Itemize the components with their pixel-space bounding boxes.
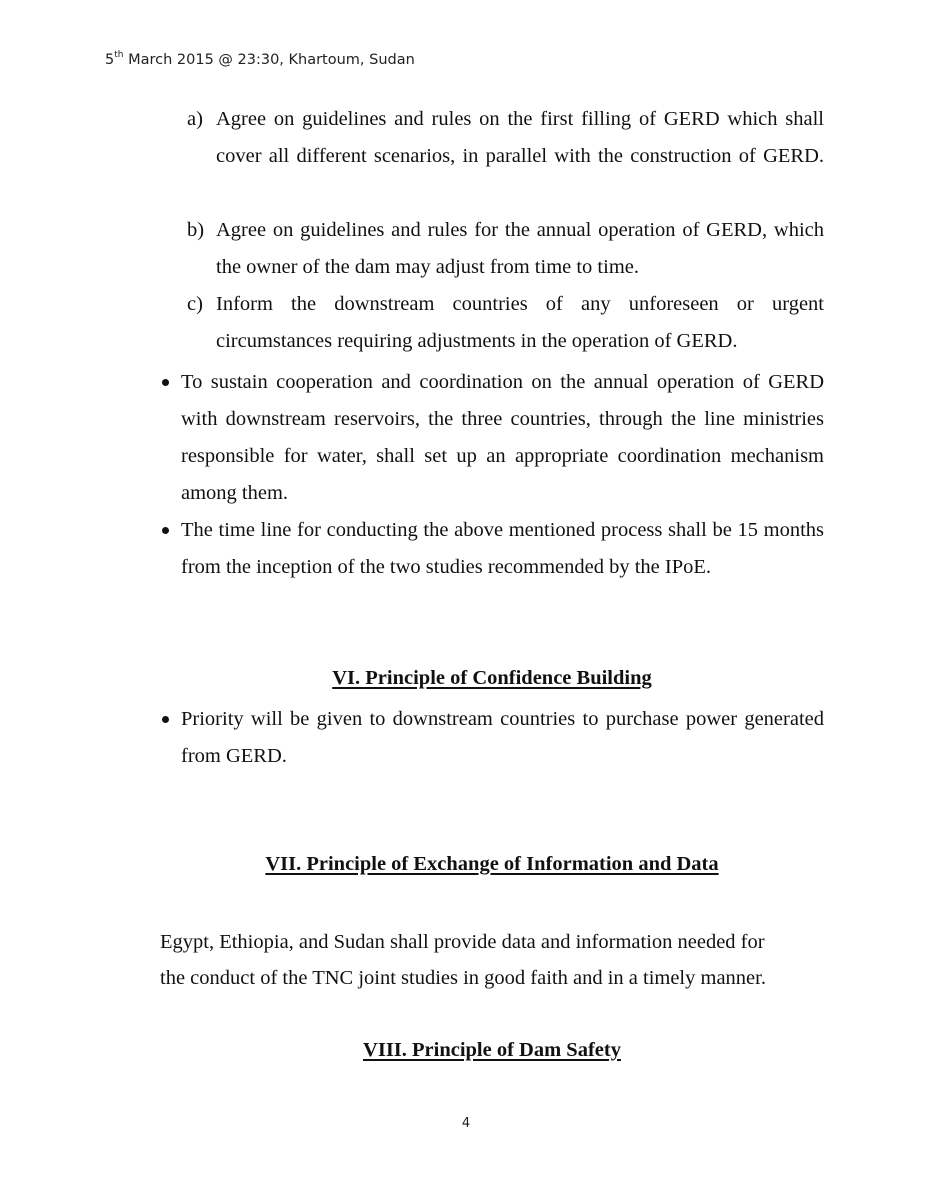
bullet-timeline-text: The time line for conducting the above mentioned process shall be 15 months from the inception of the two studies recommended by the IPoE. — [181, 519, 824, 578]
sub-item-marker-a: a) — [187, 108, 203, 130]
section-vii-line-1: Egypt, Ethiopia, and Sudan shall provide data and information needed for — [160, 931, 765, 953]
sub-item-a-text: Agree on guidelines and rules on the first filling of GERD which shall cover all different scenarios, in parallel with the construction of GERD. — [216, 108, 824, 167]
section-vii-heading: VII. Principle of Exchange of Information and Data — [265, 853, 719, 875]
bullet-coordination-text: To sustain cooperation and coordination on the annual operation of GERD with downstream reservoirs, the three countries, through the line ministries responsible for water, shall set up an appropriate coordination mechanism among them. — [181, 371, 824, 504]
header-day: 5 — [105, 52, 115, 68]
page-number: 4 — [461, 1116, 471, 1131]
sub-item-c-text: Inform the downstream countries of any unforeseen or urgent circumstances requiring adjustments in the operation of GERD. — [216, 293, 824, 352]
sub-item-marker-c: c) — [187, 293, 203, 315]
section-viii-heading: VIII. Principle of Dam Safety — [363, 1039, 621, 1061]
sub-item-marker-b: b) — [187, 219, 205, 241]
section-vi-bullet-text: Priority will be given to downstream countries to purchase power generated from GERD. — [181, 708, 824, 767]
header-day-suffix: th — [114, 50, 124, 60]
sub-item-b-text: Agree on guidelines and rules for the annual operation of GERD, which the owner of the dam may adjust from time to time. — [216, 219, 824, 278]
bullet-icon — [162, 379, 169, 386]
bullet-icon — [162, 716, 169, 723]
page-header — [105, 52, 415, 68]
section-vii-line-2: the conduct of the TNC joint studies in good faith and in a timely manner. — [160, 967, 766, 989]
section-vi-heading: VI. Principle of Confidence Building — [332, 667, 652, 689]
header-date-location: March 2015 @ 23:30, Khartoum, Sudan — [123, 52, 415, 68]
bullet-icon — [162, 527, 169, 534]
